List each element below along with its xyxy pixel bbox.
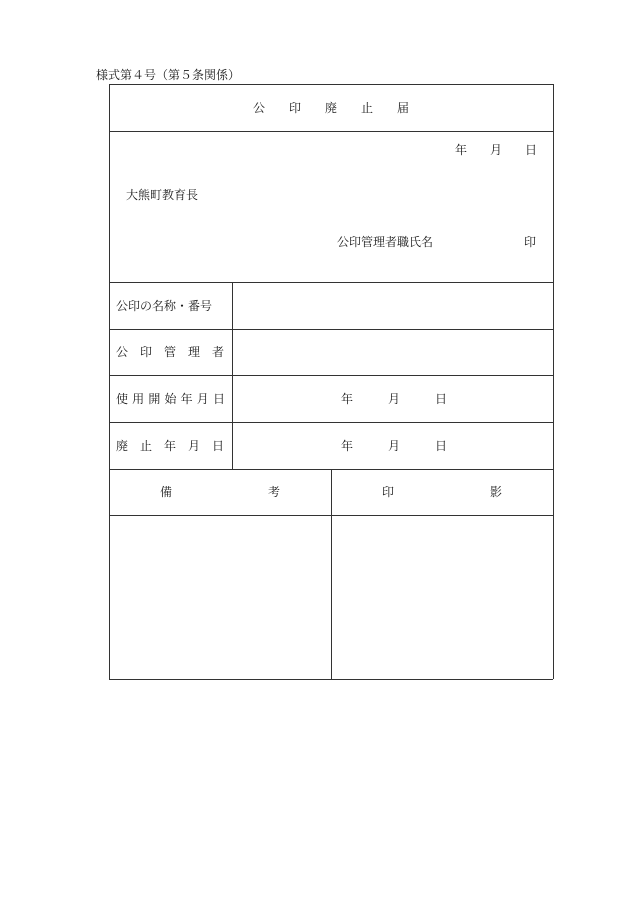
remarks-area[interactable] bbox=[110, 516, 331, 679]
addressee: 大熊町教育長 bbox=[126, 188, 199, 202]
form-title: 公 印 廃 止 届 bbox=[252, 101, 409, 115]
abolish-day-label: 日 bbox=[435, 439, 448, 453]
seal-mark: 印 bbox=[524, 235, 537, 249]
row-label-seal-manager: 公 印 管 理 者 bbox=[116, 345, 225, 359]
form-number-label: 様式第４号（第５条関係） bbox=[96, 68, 241, 82]
start-year-label: 年 bbox=[341, 392, 354, 406]
seal-impression-area bbox=[332, 516, 553, 679]
seal-manager-field[interactable] bbox=[233, 330, 553, 375]
remarks-header: 備 考 bbox=[159, 485, 280, 499]
applicant-label: 公印管理者職氏名 bbox=[337, 235, 434, 249]
row-label-start-date: 使 用 開 始 年 月 日 bbox=[116, 392, 225, 406]
abolish-month-label: 月 bbox=[388, 439, 401, 453]
header-month-label: 月 bbox=[490, 143, 503, 157]
row-label-abolish-date: 廃 止 年 月 日 bbox=[116, 439, 225, 453]
start-day-label: 日 bbox=[435, 392, 448, 406]
start-month-label: 月 bbox=[388, 392, 401, 406]
seal-name-field[interactable] bbox=[233, 283, 553, 329]
row-label-seal-name: 公印の名称・番号 bbox=[116, 299, 213, 313]
header-year-label: 年 bbox=[455, 143, 468, 157]
abolish-year-label: 年 bbox=[341, 439, 354, 453]
seal-impression-header: 印 影 bbox=[381, 485, 502, 499]
header-day-label: 日 bbox=[525, 143, 538, 157]
